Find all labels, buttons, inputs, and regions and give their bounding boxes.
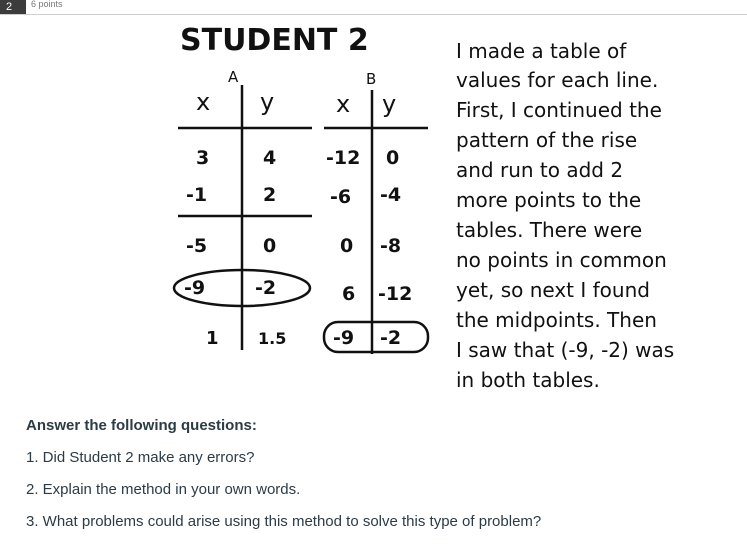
table-a-header-y: y [260,88,275,116]
explanation-line: tables. There were [456,218,643,242]
table-b-cell-y: 0 [386,147,400,169]
table-a-cell-y: -2 [255,277,277,299]
explanation-line: no points in common [456,248,667,272]
questions-section [26,416,726,544]
table-a-cell-y: 2 [263,184,277,206]
question-item-3: 3. What problems could arise using this method to solve this type of problem? [26,513,542,530]
table-a-cell-y: 1.5 [258,329,287,348]
explanation-line: the midpoints. Then [456,308,657,332]
question-header [0,0,747,15]
table-b-cell-x: 6 [342,283,356,305]
explanation-line: more points to the [456,188,642,212]
table-a-cell-y: 4 [263,147,277,169]
table-a-header-x: x [196,88,211,116]
points-label: 6 points [31,0,63,9]
table-b-cell-x: -9 [333,327,355,349]
explanation-line: pattern of the rise [456,128,638,152]
explanation-line: yet, so next I found [456,278,650,302]
table-b-header-y: y [382,90,397,118]
questions-heading: Answer the following questions: [26,417,257,434]
table-a-cell-x: -5 [186,235,208,257]
table-a-cell-y: 0 [263,235,277,257]
table-b-cell-x: -6 [330,186,352,208]
table-b-cell-y: -8 [380,235,402,257]
student-title: STUDENT 2 [180,23,369,58]
question-item-1: 1. Did Student 2 make any errors? [26,449,255,466]
table-a-label: A [228,68,239,86]
table-b-cell-y: -2 [380,327,402,349]
table-a-cell-x: 3 [196,147,210,169]
table-b-header-x: x [336,90,351,118]
table-a-cell-x: 1 [206,328,219,349]
explanation-line: I made a table of [456,39,627,63]
explanation-line: in both tables. [456,368,600,392]
question-number: 2 [0,0,26,14]
explanation-line: values for each line. [456,68,659,92]
explanation-line: I saw that (-9, -2) was [456,338,675,362]
explanation-line: and run to add 2 [456,158,624,182]
table-a-cell-x: -1 [186,184,208,206]
explanation-line: First, I continued the [456,98,662,122]
table-b-label: B [366,70,377,88]
table-b-cell-y: -12 [378,283,413,305]
table-b-cell-x: -12 [326,147,361,169]
student-work-image [160,18,700,403]
table-b-cell-x: 0 [340,235,354,257]
table-b-cell-y: -4 [380,184,402,206]
question-item-2: 2. Explain the method in your own words. [26,481,301,498]
table-a-cell-x: -9 [184,277,206,299]
